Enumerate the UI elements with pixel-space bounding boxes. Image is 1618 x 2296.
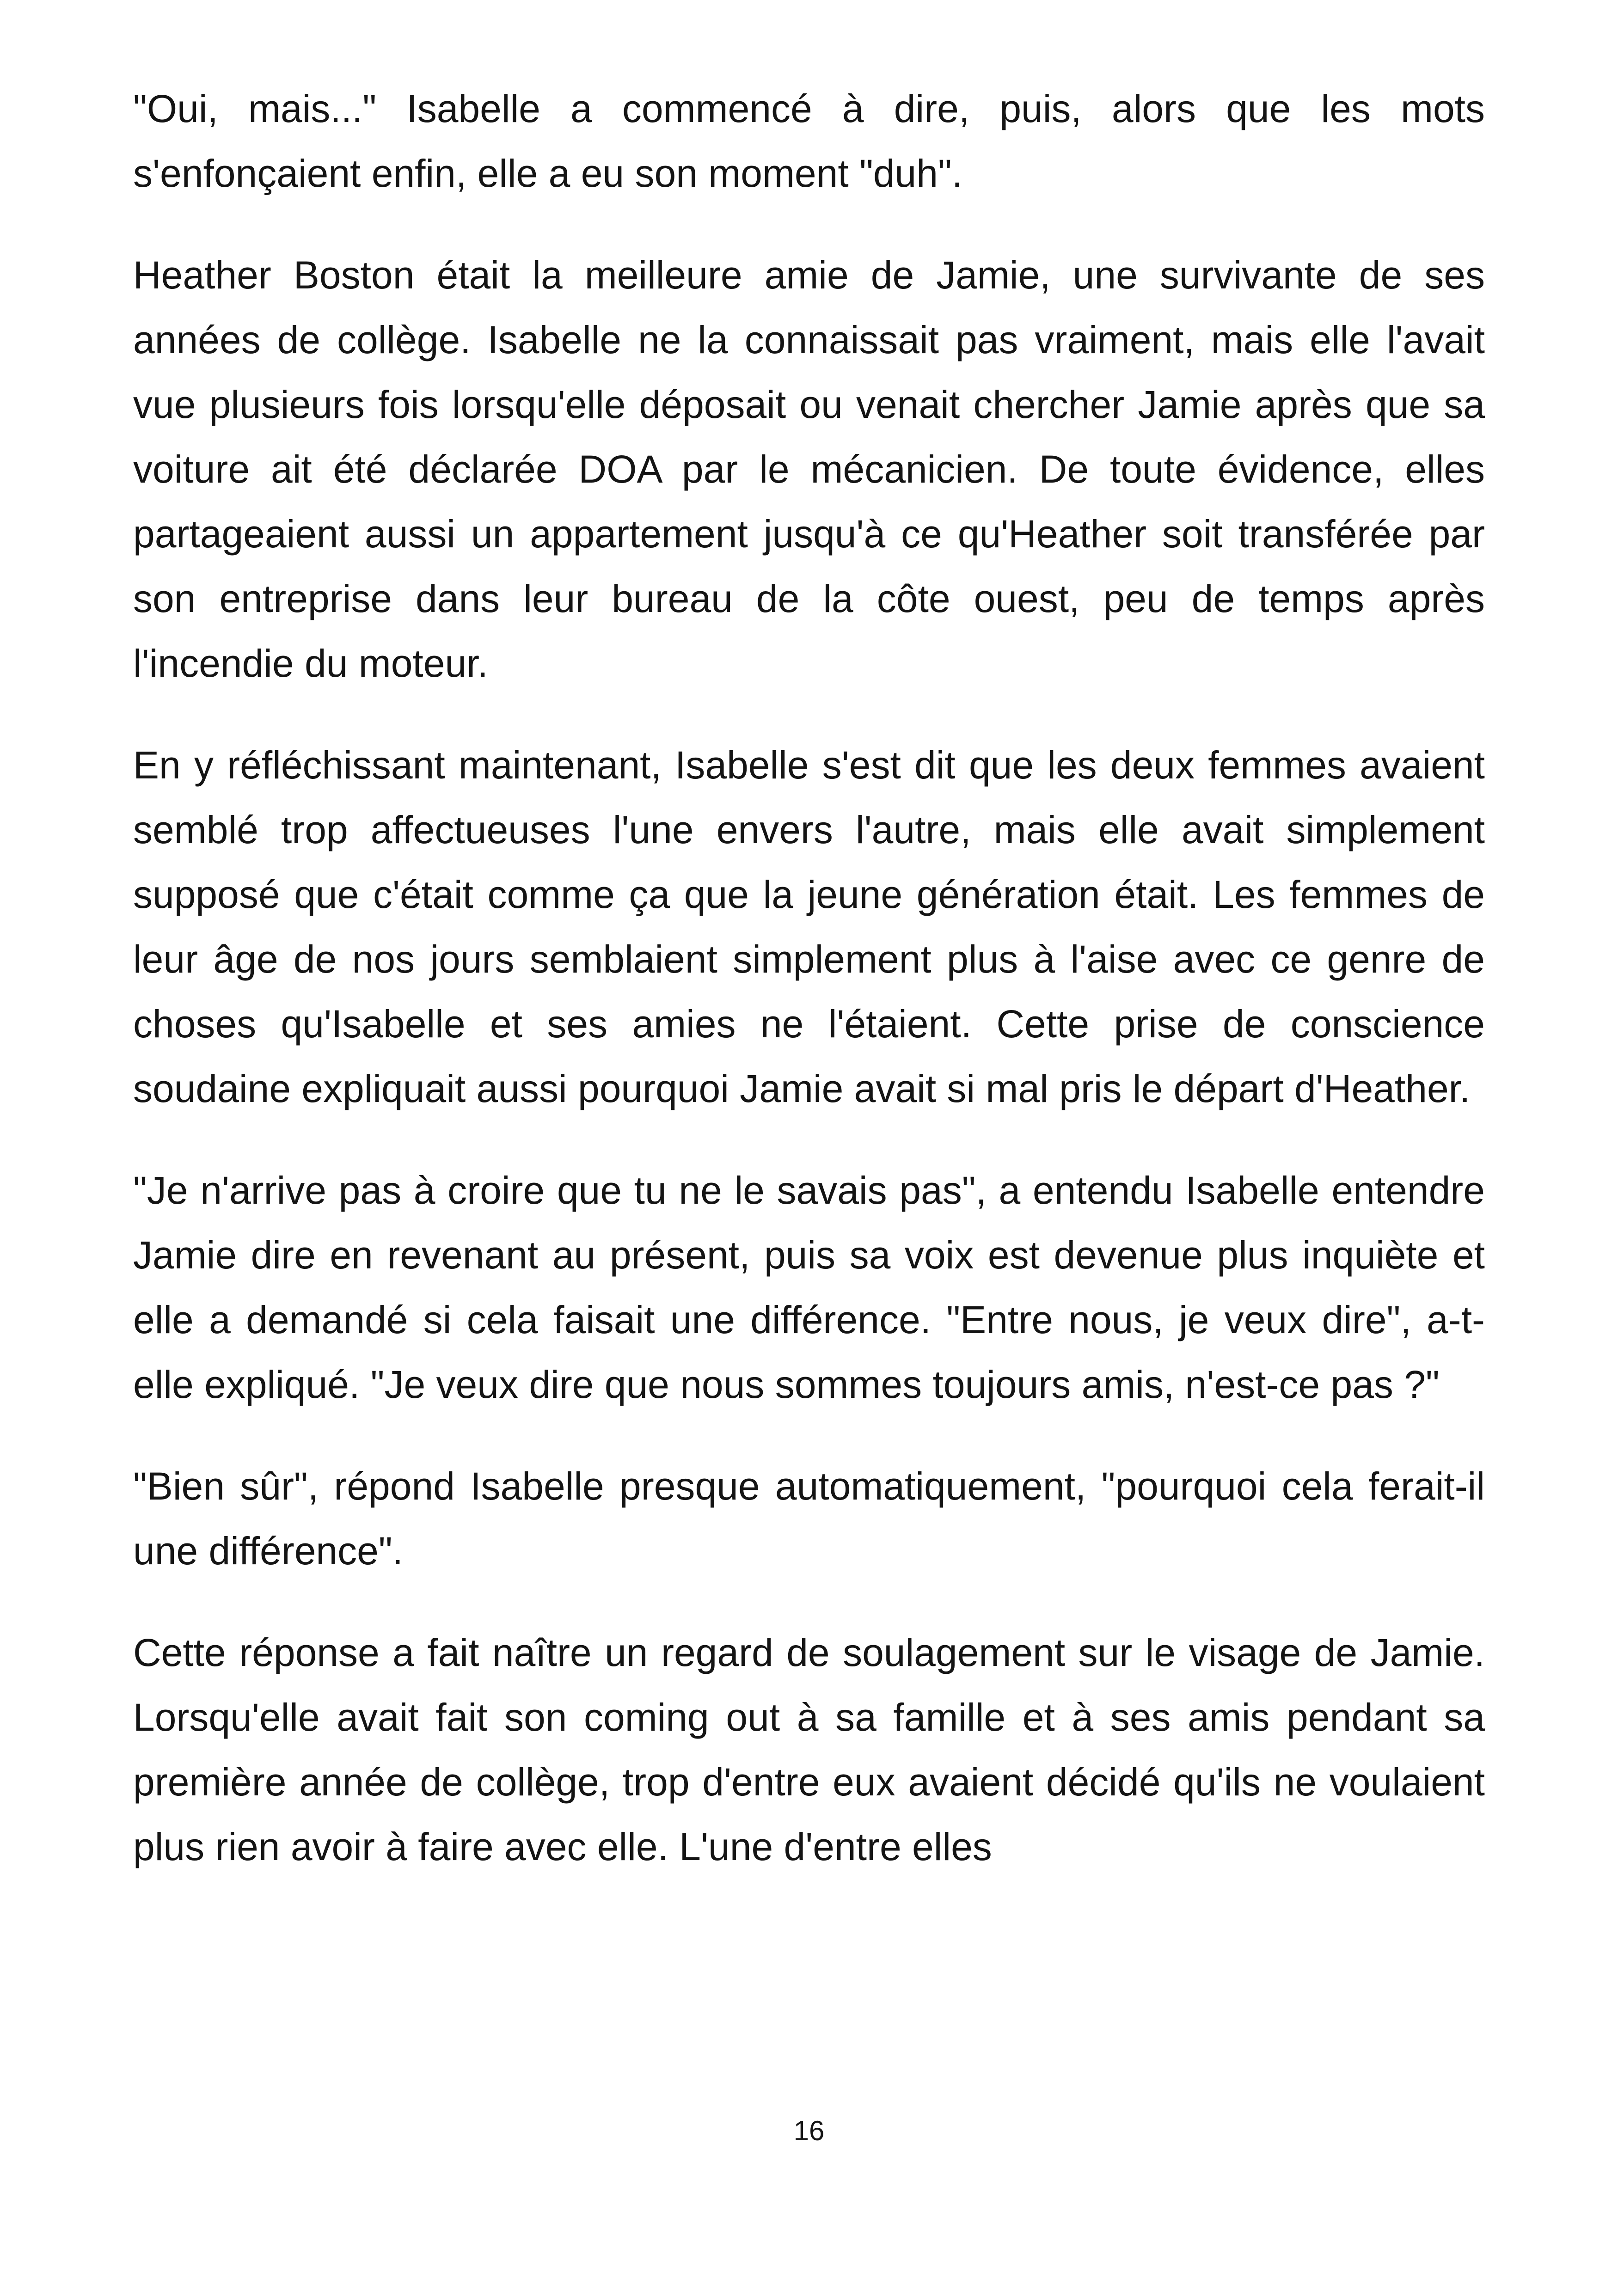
paragraph-4: "Je n'arrive pas à croire que tu ne le savais pas", a entendu Isabelle entendre Jamie dire en revenant au présent, puis sa voix est devenue plus inquiète et elle a demandé si cela faisait une différence. "Entre nous, je veux dire", a-t-elle expliqué. "Je veux dire que nous sommes toujours amis, n'est-ce pas ?" <box>133 1169 1485 1406</box>
paragraph-6: Cette réponse a fait naître un regard de soulagement sur le visage de Jamie. Lorsqu'elle avait fait son coming out à sa famille et à ses amis pendant sa première année de collège, trop d'entre eux avaient décidé qu'ils ne voulaient plus rien avoir à faire avec elle. L'une d'entre elles <box>133 1631 1485 1868</box>
paragraph-2: Heather Boston était la meilleure amie de Jamie, une survivante de ses années de collège. Isabelle ne la connaissait pas vraiment, mais elle l'avait vue plusieurs fois lorsqu'elle déposait ou venait chercher Jamie après que sa voiture ait été déclarée DOA par le mécanicien. De toute évidence, elles partageaient aussi un appartement jusqu'à ce qu'Heather soit transférée par son entreprise dans leur bureau de la côte ouest, peu de temps après l'incendie du moteur. <box>133 253 1485 685</box>
paragraph-1: "Oui, mais..." Isabelle a commencé à dire, puis, alors que les mots s'enfonçaient enfin, elle a eu son moment "duh". <box>133 87 1485 195</box>
page-number: 16 <box>793 2115 825 2146</box>
body-text <box>133 76 1485 1916</box>
paragraph-5: "Bien sûr", répond Isabelle presque automatiquement, "pourquoi cela ferait-il une différence". <box>133 1464 1485 1573</box>
paragraph-3: En y réfléchissant maintenant, Isabelle s'est dit que les deux femmes avaient semblé trop affectueuses l'une envers l'autre, mais elle avait simplement supposé que c'était comme ça que la jeune génération était. Les femmes de leur âge de nos jours semblaient simplement plus à l'aise avec ce genre de choses qu'Isabelle et ses amies ne l'étaient. Cette prise de conscience soudaine expliquait aussi pourquoi Jamie avait si mal pris le départ d'Heather. <box>133 743 1485 1110</box>
